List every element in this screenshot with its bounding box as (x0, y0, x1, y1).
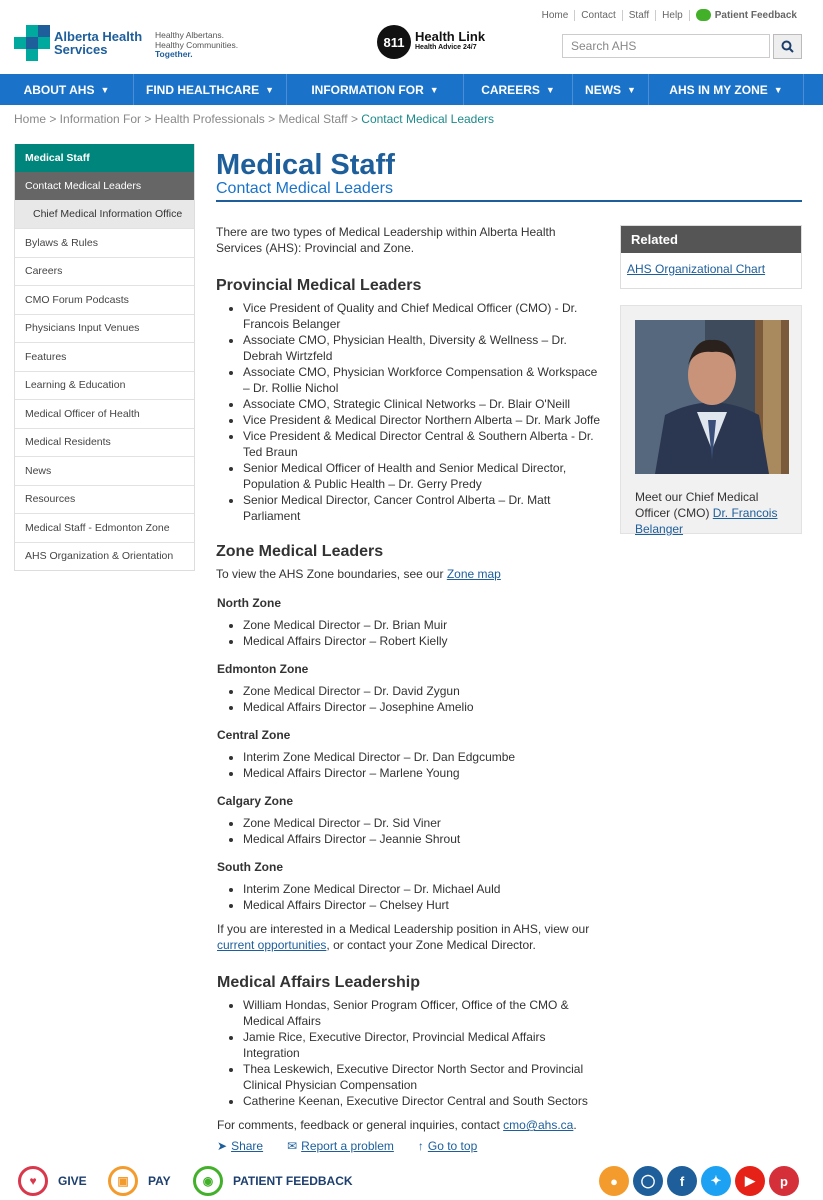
go-to-top-link[interactable] (418, 1139, 477, 1153)
patient-feedback-label: Patient Feedback (714, 9, 797, 21)
nav-about-ahs[interactable] (0, 74, 134, 105)
cmo-photo (635, 320, 789, 474)
nav-careers[interactable] (464, 74, 573, 105)
nav-label: ABOUT AHS (23, 82, 95, 97)
list-item: • Zone Medical Director – Dr. Sid Viner (243, 815, 601, 831)
health-link-811-icon: 811 (377, 25, 411, 59)
list-item: • Medical Affairs Director – Chelsey Hurt (243, 897, 601, 913)
contact-post: . (573, 1118, 577, 1132)
sidebar-heading[interactable]: Medical Staff (15, 144, 194, 172)
search-input[interactable]: Search AHS (562, 34, 770, 58)
list-item: • Vice President & Medical Director Northern Alberta – Dr. Mark Joffe (243, 412, 601, 428)
zone-list-calgary (216, 815, 601, 847)
sidebar-item-edmonton-zone[interactable]: Medical Staff - Edmonton Zone (15, 513, 194, 542)
logo-line2: Services (54, 42, 108, 57)
affairs-heading: Medical Affairs Leadership (217, 974, 421, 991)
chevron-down-icon: ▼ (545, 84, 555, 95)
cmo-caption (635, 489, 795, 537)
nav-information-for[interactable] (287, 74, 464, 105)
chevron-down-icon: ▼ (627, 84, 636, 95)
sidebar (14, 144, 195, 571)
related-heading: Related (621, 226, 801, 253)
share-label: Share (231, 1139, 264, 1153)
cmo-email-link[interactable]: cmo@ahs.ca (503, 1118, 574, 1132)
list-item: • Jamie Rice, Executive Director, Provincial Medical Affairs Integration (243, 1029, 601, 1061)
sidebar-item-resources[interactable]: Resources (15, 485, 194, 514)
card-icon: ▣ (108, 1166, 138, 1196)
nav-find-healthcare[interactable] (134, 74, 287, 105)
affairs-list (216, 997, 601, 1109)
patient-feedback-button[interactable] (193, 1166, 353, 1196)
page-title: Medical Staff (216, 149, 395, 181)
provincial-list (216, 300, 601, 524)
logo-line1: Alberta Health (54, 29, 143, 44)
main-nav (0, 74, 823, 105)
interest-pre: If you are interested in a Medical Leadership position in AHS, view our (217, 922, 590, 936)
interest-text (216, 921, 601, 953)
facebook-icon[interactable]: f (667, 1166, 697, 1196)
health-link-logo[interactable] (377, 25, 485, 59)
list-item: • Senior Medical Director, Cancer Control Alberta – Dr. Matt Parliament (243, 492, 601, 524)
tagline (155, 31, 238, 60)
nav-label: CAREERS (481, 82, 540, 97)
nav-ahs-in-my-zone[interactable] (649, 74, 804, 105)
page-subtitle: Contact Medical Leaders (216, 180, 393, 197)
chevron-down-icon: ▼ (265, 84, 275, 95)
list-item: • Zone Medical Director – Dr. David Zygun (243, 683, 601, 699)
sidebar-item-features[interactable]: Features (15, 342, 194, 371)
envelope-icon: ✉ (287, 1139, 298, 1153)
chat-icon[interactable]: ● (599, 1166, 629, 1196)
zone-intro-text: To view the AHS Zone boundaries, see our (216, 567, 447, 581)
zone-intro (216, 566, 601, 582)
zone-name-central: Central Zone (217, 728, 291, 742)
zone-name-edmonton: Edmonton Zone (217, 662, 309, 676)
interest-post: , or contact your Zone Medical Director. (326, 938, 536, 952)
speech-bubble-icon: ◉ (193, 1166, 223, 1196)
sidebar-item-learning[interactable]: Learning & Education (15, 371, 194, 400)
org-chart-link[interactable]: AHS Organizational Chart (627, 262, 766, 276)
ahs-logo[interactable] (14, 25, 142, 61)
nav-label: FIND HEALTHCARE (145, 82, 260, 97)
list-item: • Associate CMO, Strategic Clinical Networks – Dr. Blair O'Neill (243, 396, 601, 412)
zone-list-south (216, 881, 601, 913)
zone-name-north: North Zone (217, 596, 281, 610)
tagline-1: Healthy Albertans. (155, 30, 224, 40)
page-actions (217, 1139, 501, 1153)
zone-name-calgary: Calgary Zone (217, 794, 294, 808)
youtube-icon[interactable]: ▶ (735, 1166, 765, 1196)
list-item: • Thea Leskewich, Executive Director North Sector and Provincial Clinical Physician Compensation (243, 1061, 601, 1093)
zone-list-north (216, 617, 601, 649)
list-item: • Associate CMO, Physician Workforce Compensation & Workspace – Dr. Rollie Nichol (243, 364, 601, 396)
site-header (0, 0, 823, 74)
list-item: • Medical Affairs Director – Josephine Amelio (243, 699, 601, 715)
list-item: • Vice President of Quality and Chief Medical Officer (CMO) - Dr. Francois Belanger (243, 300, 601, 332)
patient-feedback-link[interactable] (690, 9, 797, 21)
intro-text: There are two types of Medical Leadership within Alberta Health Services (AHS): Provincial and Zone. (216, 225, 556, 255)
list-item: • Zone Medical Director – Dr. Brian Muir (243, 617, 601, 633)
tagline-3: Together. (155, 49, 193, 59)
feedback-label: PATIENT FEEDBACK (233, 1174, 353, 1188)
pay-button[interactable] (108, 1166, 171, 1196)
list-item: • Senior Medical Officer of Health and Senior Medical Director, Population & Public Health – Dr. Gerry Predy (243, 460, 601, 492)
cmo-caption-text: Meet our Chief Medical Officer (CMO) (635, 490, 759, 520)
search-icon (781, 40, 794, 53)
zone-list-central (216, 749, 601, 781)
zone-list-edmonton (216, 683, 601, 715)
sidebar-item-careers[interactable]: Careers (15, 257, 194, 286)
sidebar-item-contact-medical-leaders[interactable]: Contact Medical Leaders (15, 172, 194, 200)
report-label: Report a problem (301, 1139, 394, 1153)
contact-pre: For comments, feedback or general inquiries, contact (217, 1118, 504, 1132)
sidebar-item-residents[interactable]: Medical Residents (15, 428, 194, 457)
heart-icon: ♥ (18, 1166, 48, 1196)
health-link-title: Health Link (415, 29, 486, 44)
speech-bubble-icon (696, 9, 711, 21)
arrow-up-icon: ↑ (417, 1139, 424, 1153)
share-icon: ➤ (217, 1139, 228, 1153)
zone-map-link[interactable]: Zone map (446, 567, 501, 581)
breadcrumb-trail[interactable]: Home > Information For > Health Professionals > Medical Staff > (14, 112, 362, 126)
chevron-down-icon: ▼ (100, 84, 110, 95)
share-link[interactable] (217, 1139, 263, 1153)
breadcrumb (14, 112, 494, 126)
twitter-icon[interactable]: ✦ (701, 1166, 731, 1196)
search-button[interactable] (773, 34, 802, 59)
list-item: • Interim Zone Medical Director – Dr. Michael Auld (243, 881, 601, 897)
top-label: Go to top (427, 1139, 478, 1153)
tagline-2: Healthy Communities. (155, 39, 239, 50)
contact-text (216, 1117, 601, 1133)
sidebar-item-chief-medical-information-office[interactable]: Chief Medical Information Office (15, 200, 194, 228)
nav-label: AHS IN MY ZONE (669, 82, 768, 97)
list-item: • Medical Affairs Director – Marlene Young (243, 765, 601, 781)
sidebar-item-bylaws[interactable]: Bylaws & Rules (15, 228, 194, 257)
give-label: GIVE (58, 1174, 87, 1188)
list-item: • Interim Zone Medical Director – Dr. Dan Edgcumbe (243, 749, 601, 765)
cmo-profile-link[interactable]: Dr. Francois Belanger (635, 506, 778, 536)
sidebar-item-news[interactable]: News (15, 456, 194, 485)
sidebar-item-cmo-podcasts[interactable]: CMO Forum Podcasts (15, 285, 194, 314)
report-problem-link[interactable] (287, 1139, 394, 1153)
list-item: • Medical Affairs Director – Jeannie Shrout (243, 831, 601, 847)
health-link-sub: Health Advice 24/7 (415, 44, 477, 51)
title-divider (216, 200, 802, 202)
nav-label: INFORMATION FOR (311, 82, 424, 97)
bottom-bar (0, 1164, 823, 1200)
nav-news[interactable] (573, 74, 649, 105)
list-item: • Medical Affairs Director – Robert Kielly (243, 633, 601, 649)
toplink-staff[interactable]: Staff (623, 10, 656, 21)
list-item: • Catherine Keenan, Executive Director Central and South Sectors (243, 1093, 601, 1109)
sidebar-item-physicians-input[interactable]: Physicians Input Venues (15, 314, 194, 343)
give-button[interactable] (18, 1166, 87, 1196)
current-opportunities-link[interactable]: current opportunities (217, 938, 327, 952)
toplink-help[interactable]: Help (656, 10, 690, 21)
sidebar-item-orientation[interactable]: AHS Organization & Orientation (15, 542, 194, 571)
list-item: • William Hondas, Senior Program Officer, Office of the CMO & Medical Affairs (243, 997, 601, 1029)
chevron-down-icon: ▼ (773, 84, 783, 95)
pinterest-icon[interactable]: p (769, 1166, 799, 1196)
breadcrumb-current: Contact Medical Leaders (361, 112, 495, 126)
page-header (216, 150, 802, 202)
list-item: • Vice President & Medical Director Central & Southern Alberta - Dr. Ted Braun (243, 428, 601, 460)
sidebar-item-moh[interactable]: Medical Officer of Health (15, 399, 194, 428)
zone-name-south: South Zone (217, 860, 283, 874)
ahs-cross-icon (14, 25, 50, 61)
zone-heading: Zone Medical Leaders (216, 543, 384, 560)
cmo-box (620, 305, 802, 534)
list-item: • Associate CMO, Physician Health, Diversity & Wellness – Dr. Debrah Wirtzfeld (243, 332, 601, 364)
top-links (536, 9, 797, 21)
nav-label: NEWS (585, 82, 622, 97)
instagram-icon[interactable]: ◯ (633, 1166, 663, 1196)
toplink-contact[interactable]: Contact (575, 10, 622, 21)
provincial-heading: Provincial Medical Leaders (216, 277, 422, 294)
toplink-home[interactable]: Home (536, 10, 576, 21)
related-box (620, 225, 802, 289)
main-content (216, 224, 601, 1133)
pay-label: PAY (148, 1174, 171, 1188)
chevron-down-icon: ▼ (429, 84, 439, 95)
